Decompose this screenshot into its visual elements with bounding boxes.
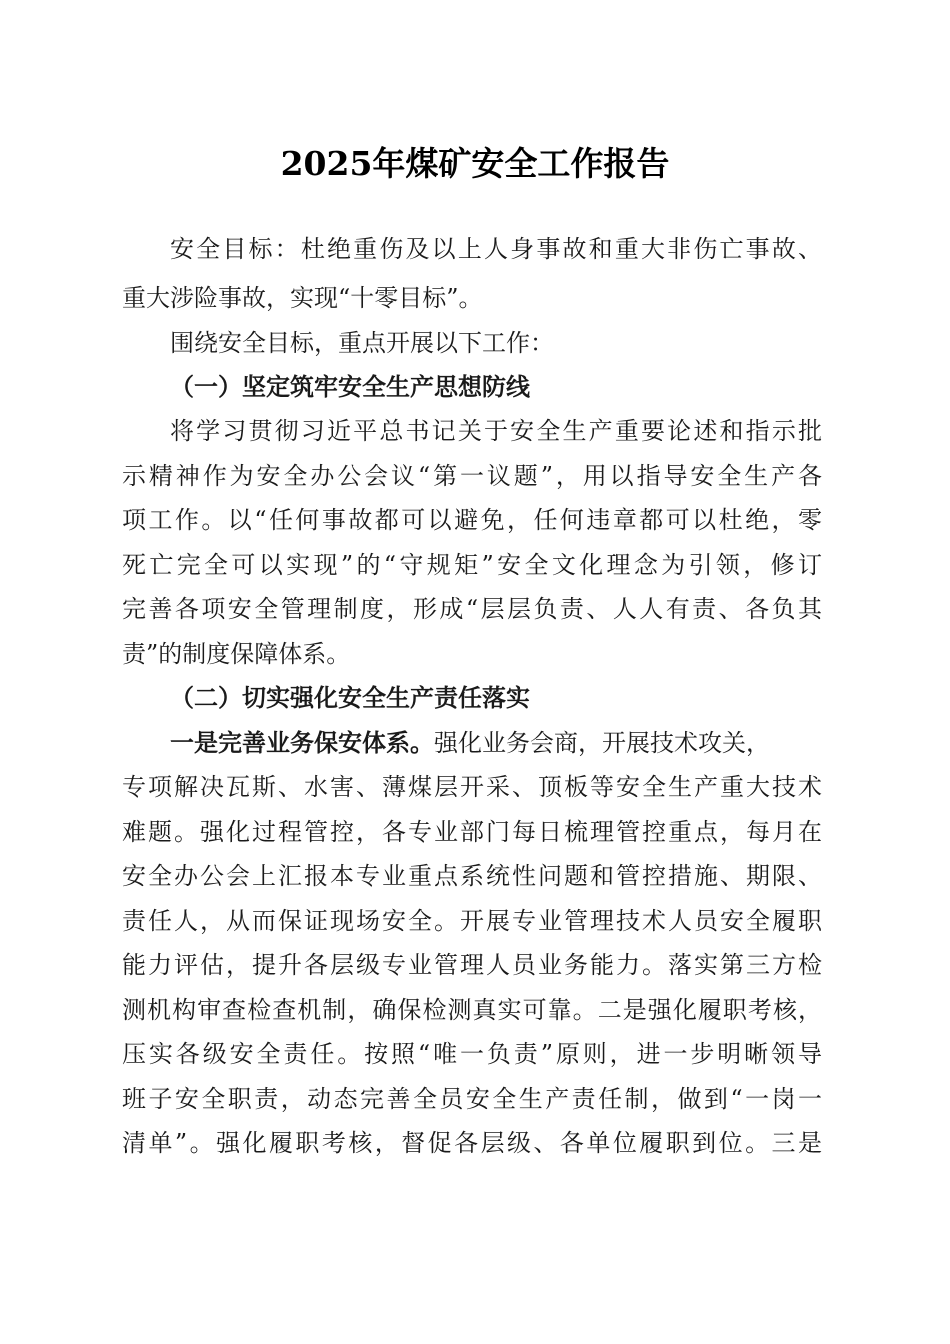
section-heading: （二）切实强化安全生产责任落实: [170, 683, 530, 712]
paragraph-line: 死亡完全可以实现”的“守规矩”安全文化理念为引领，修订: [122, 551, 822, 579]
paragraph-line: 责任人，从而保证现场安全。开展专业管理技术人员安全履职: [122, 907, 822, 935]
paragraph-line: 责”的制度保障体系。: [122, 640, 351, 668]
section-heading: （一）坚定筑牢安全生产思想防线: [170, 372, 530, 401]
paragraph-line: 难题。强化过程管控，各专业部门每日梳理管控重点，每月在: [122, 818, 822, 846]
paragraph-line: 重大涉险事故，实现“十零目标”。: [122, 284, 483, 312]
paragraph-line: 压实各级安全责任。按照“唯一负责”原则，进一步明晰领导: [122, 1040, 822, 1068]
paragraph-line: 安全办公会上汇报本专业重点系统性问题和管控措施、期限、: [122, 862, 822, 890]
paragraph-line: 完善各项安全管理制度，形成“层层负责、人人有责、各负其: [122, 595, 822, 623]
paragraph-line: [122, 234, 822, 264]
paragraph-line: 围绕安全目标，重点开展以下工作：: [170, 329, 554, 357]
paragraph-line: 将学习贯彻习近平总书记关于安全生产重要论述和指示批: [170, 417, 822, 445]
paragraph-line: 示精神作为安全办公会议“第一议题”，用以指导安全生产各: [122, 462, 822, 490]
paragraph-line: 项工作。以“任何事故都可以避免，任何违章都可以杜绝，零: [122, 506, 822, 534]
paragraph-line: 专项解决瓦斯、水害、薄煤层开采、顶板等安全生产重大技术: [122, 773, 822, 801]
line-text: 强化业务会商，开展技术攻关，: [434, 729, 770, 757]
paragraph-line: 清单”。强化履职考核，督促各层级、各单位履职到位。三是: [122, 1129, 822, 1157]
document-title: 2025年煤矿安全工作报告: [280, 144, 670, 183]
emphasis-text: 一是完善业务保安体系。: [170, 728, 434, 757]
paragraph-line: 能力评估，提升各层级专业管理人员业务能力。落实第三方检: [122, 951, 822, 979]
paragraph-line: 测机构审查检查机制，确保检测真实可靠。二是强化履职考核，: [122, 996, 822, 1024]
line-text: 安全目标：杜绝重伤及以上人身事故和重大非伤亡事故、: [170, 235, 822, 263]
paragraph-line: [170, 728, 822, 758]
paragraph-line: 班子安全职责，动态完善全员安全生产责任制，做到“一岗一: [122, 1085, 822, 1113]
